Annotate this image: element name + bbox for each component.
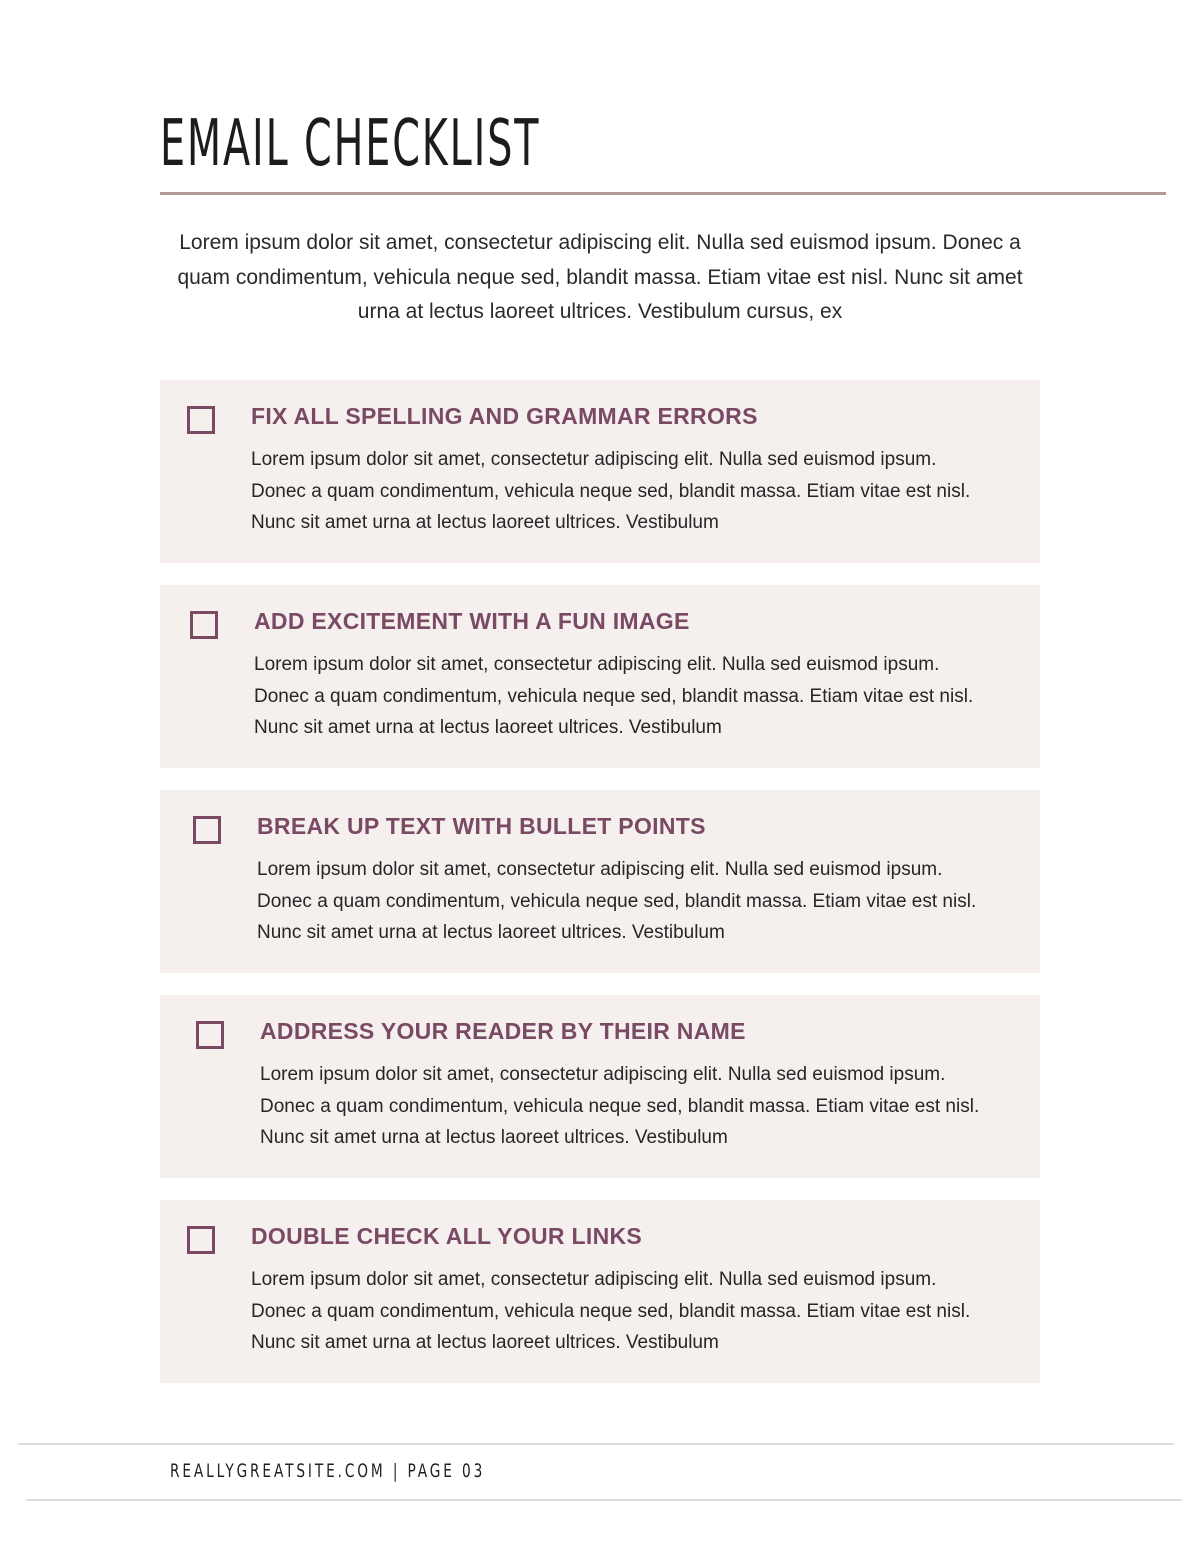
title-divider [160,192,1166,195]
checklist-item-title: FIX ALL SPELLING AND GRAMMAR ERRORS [251,403,758,429]
footer-divider-top [18,1443,1174,1445]
checkbox-bullets[interactable] [193,816,221,844]
footer-divider-bottom [26,1499,1182,1501]
checklist-item-description: Lorem ipsum dolor sit amet, consectetur adipiscing elit. Nulla sed euismod ipsum. Donec a quam condimentum, vehicula neque sed, blandit massa. Etiam vitae est nisl. Nunc sit amet urna at lectus laoreet ultrices. Vestibulum [251,1269,971,1353]
checkbox-image[interactable] [190,611,218,639]
checklist-item-description: Lorem ipsum dolor sit amet, consectetur adipiscing elit. Nulla sed euismod ipsum. Donec a quam condimentum, vehicula neque sed, blandit massa. Etiam vitae est nisl. Nunc sit amet urna at lectus laoreet ultrices. Vestibulum [254,654,974,738]
footer-text: REALLYGREATSITE.COM | PAGE 03 [170,1460,486,1482]
checklist-item-description: Lorem ipsum dolor sit amet, consectetur adipiscing elit. Nulla sed euismod ipsum. Donec a quam condimentum, vehicula neque sed, blandit massa. Etiam vitae est nisl. Nunc sit amet urna at lectus laoreet ultrices. Vestibulum [257,859,977,943]
checklist-item-description: Lorem ipsum dolor sit amet, consectetur adipiscing elit. Nulla sed euismod ipsum. Donec a quam condimentum, vehicula neque sed, blandit massa. Etiam vitae est nisl. Nunc sit amet urna at lectus laoreet ultrices. Vestibulum [260,1064,980,1148]
checklist-item-title: ADDRESS YOUR READER BY THEIR NAME [260,1018,746,1044]
checklist-item-spelling [160,380,1040,563]
checklist-item-title: ADD EXCITEMENT WITH A FUN IMAGE [254,608,690,634]
checkbox-spelling[interactable] [187,406,215,434]
checklist-item-image [160,585,1040,768]
intro-paragraph: Lorem ipsum dolor sit amet, consectetur adipiscing elit. Nulla sed euismod ipsum. Donec a quam condimentum, vehicula neque sed, blandit massa. Etiam vitae est nisl. Nunc sit amet urna at lectus laoreet ultrices. Vestibulum cursus, ex [177,231,1023,323]
page-title: EMAIL CHECKLIST [160,107,541,181]
checklist-item-description: Lorem ipsum dolor sit amet, consectetur adipiscing elit. Nulla sed euismod ipsum. Donec a quam condimentum, vehicula neque sed, blandit massa. Etiam vitae est nisl. Nunc sit amet urna at lectus laoreet ultrices. Vestibulum [251,449,971,533]
checkbox-name[interactable] [196,1021,224,1049]
checklist-item-links [160,1200,1040,1383]
checklist-item-title: BREAK UP TEXT WITH BULLET POINTS [257,813,706,839]
checklist-item-title: DOUBLE CHECK ALL YOUR LINKS [251,1223,643,1249]
checklist-item-name [160,995,1040,1178]
checkbox-links[interactable] [187,1226,215,1254]
checklist-item-bullets [160,790,1040,973]
